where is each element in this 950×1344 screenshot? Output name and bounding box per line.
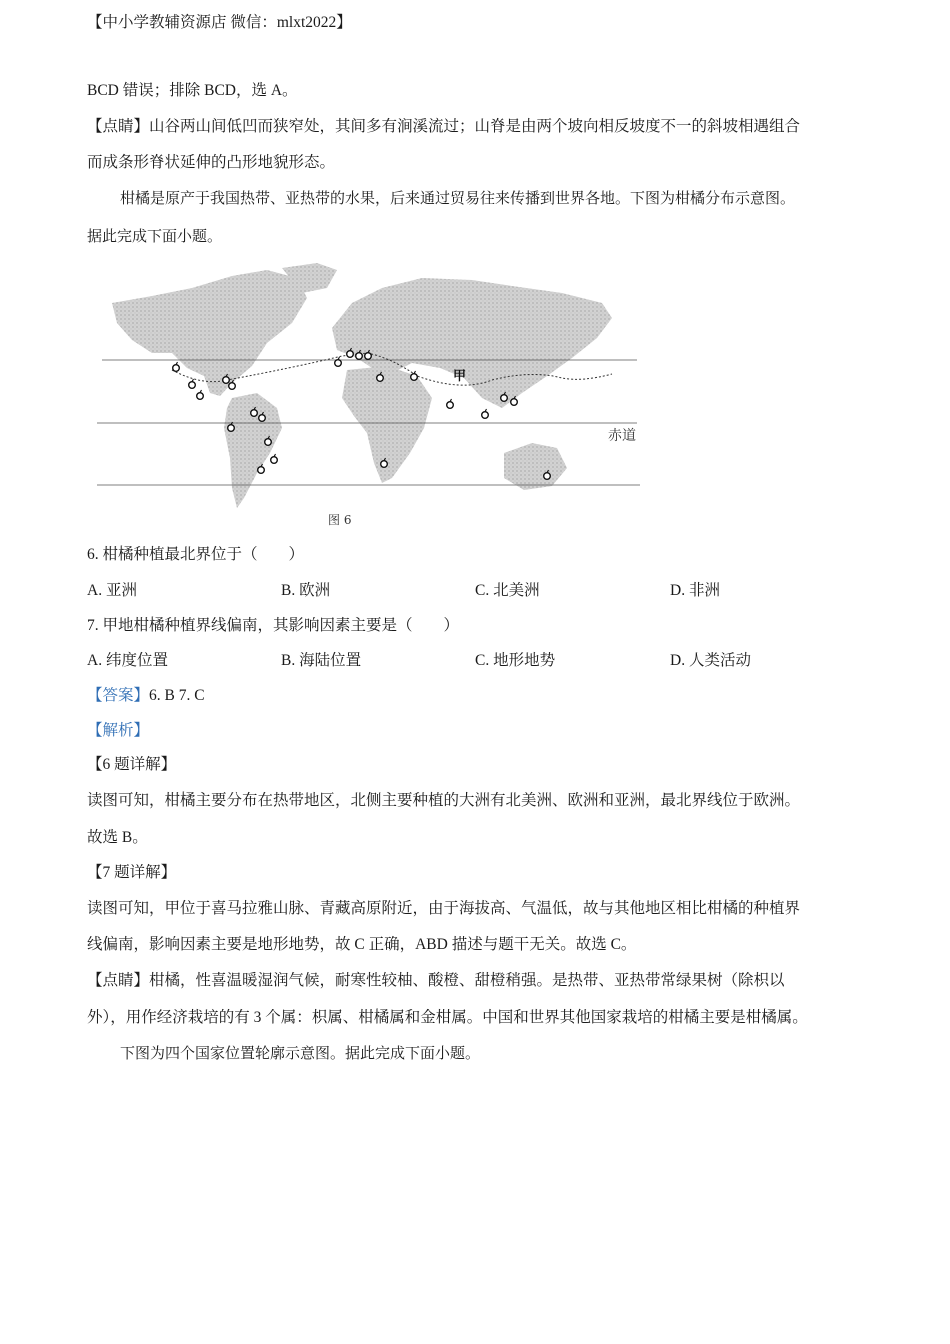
tip2-line-2: 外），用作经济栽培的有 3 个属：枳属、柑橘属和金柑属。中国和世界其他国家栽培的柑橘主要是柑橘属。: [87, 1009, 808, 1026]
citrus-marker: [447, 402, 454, 409]
citrus-marker: [228, 425, 235, 432]
previous-tip-line-2: 而成条形脊状延伸的凸形地貌形态。: [87, 154, 336, 171]
q7-option-c[interactable]: C. 地形地势: [475, 652, 556, 669]
next-intro: 下图为四个国家位置轮廓示意图。据此完成下面小题。: [120, 1044, 481, 1062]
citrus-marker: [189, 382, 196, 389]
previous-answer-tail: BCD 错误；排除 BCD，选 A。: [87, 82, 298, 99]
watermark-header: 【中小学教辅资源店 微信：mlxt2022】: [87, 14, 352, 31]
intro-line-1: 柑橘是原产于我国热带、亚热带的水果，后来通过贸易往来传播到世界各地。下图为柑橘分布示意图。: [120, 189, 796, 207]
q6-option-d[interactable]: D. 非洲: [670, 582, 720, 599]
analysis-tag: 【解析】: [87, 722, 150, 739]
continent-australia: [504, 443, 567, 490]
q6-option-b[interactable]: B. 欧洲: [281, 582, 331, 599]
intro-line-2: 据此完成下面小题。: [87, 227, 223, 245]
citrus-marker: [271, 457, 278, 464]
citrus-marker: [501, 395, 508, 402]
citrus-marker: [544, 473, 551, 480]
citrus-marker: [265, 439, 272, 446]
jia-label: 甲: [453, 369, 467, 384]
citrus-marker: [251, 410, 258, 417]
citrus-marker: [381, 461, 388, 468]
detail-7-tag: 【7 题详解】: [87, 864, 177, 881]
figure-caption: 图 6: [328, 513, 352, 527]
citrus-marker: [223, 377, 230, 384]
answer-tag: 【答案】: [87, 687, 150, 704]
q6-option-c[interactable]: C. 北美洲: [475, 582, 540, 599]
citrus-marker: [365, 353, 372, 360]
question-6-stem: 6. 柑橘种植最北界位于（ ）: [87, 546, 305, 563]
answer-line: [87, 686, 205, 706]
q7-option-b[interactable]: B. 海陆位置: [281, 652, 362, 669]
q7-option-a[interactable]: A. 纬度位置: [87, 652, 168, 669]
citrus-marker: [511, 399, 518, 406]
q7-option-d[interactable]: D. 人类活动: [670, 652, 751, 669]
citrus-distribution-map: [92, 258, 648, 527]
citrus-marker: [197, 393, 204, 400]
citrus-marker: [377, 375, 384, 382]
tip2-line-1: 【点睛】柑橘，性喜温暖湿润气候，耐寒性较柚、酸橙、甜橙稍强。是热带、亚热带常绿果树（除枳以: [87, 972, 785, 989]
equator-label: 赤道: [608, 428, 636, 444]
detail-6-line-2: 故选 B。: [87, 829, 148, 846]
citrus-marker: [335, 360, 342, 367]
citrus-marker: [173, 365, 180, 372]
citrus-marker: [259, 415, 266, 422]
citrus-marker: [411, 374, 418, 381]
detail-7-line-1: 读图可知，甲位于喜马拉雅山脉、青藏高原附近，由于海拔高、气温低，故与其他地区相比柑橘的种植界: [87, 900, 801, 917]
previous-tip-line-1: 【点睛】山谷两山间低凹而狭窄处，其间多有涧溪流过；山脊是由两个坡向相反坡度不一的斜坡相遇组合: [87, 118, 801, 135]
citrus-marker: [482, 412, 489, 419]
citrus-marker: [347, 351, 354, 358]
citrus-marker: [229, 383, 236, 390]
continent-north-america: [112, 270, 307, 396]
tip2-tag: 【点睛】: [87, 972, 150, 989]
tip-tag: 【点睛】: [87, 118, 150, 135]
question-7-stem: 7. 甲地柑橘种植界线偏南，其影响因素主要是（ ）: [87, 617, 460, 634]
citrus-marker: [356, 353, 363, 360]
citrus-marker: [258, 467, 265, 474]
detail-7-line-2: 线偏南，影响因素主要是地形地势，故 C 正确，ABD 描述与题干无关。故选 C。: [87, 936, 637, 953]
detail-6-line-1: 读图可知，柑橘主要分布在热带地区，北侧主要种植的大洲有北美洲、欧洲和亚洲，最北界线位于欧洲。: [87, 792, 801, 809]
answer-value: 6. B 7. C: [149, 687, 205, 704]
q6-option-a[interactable]: A. 亚洲: [87, 582, 137, 599]
detail-6-tag: 【6 题详解】: [87, 756, 177, 773]
